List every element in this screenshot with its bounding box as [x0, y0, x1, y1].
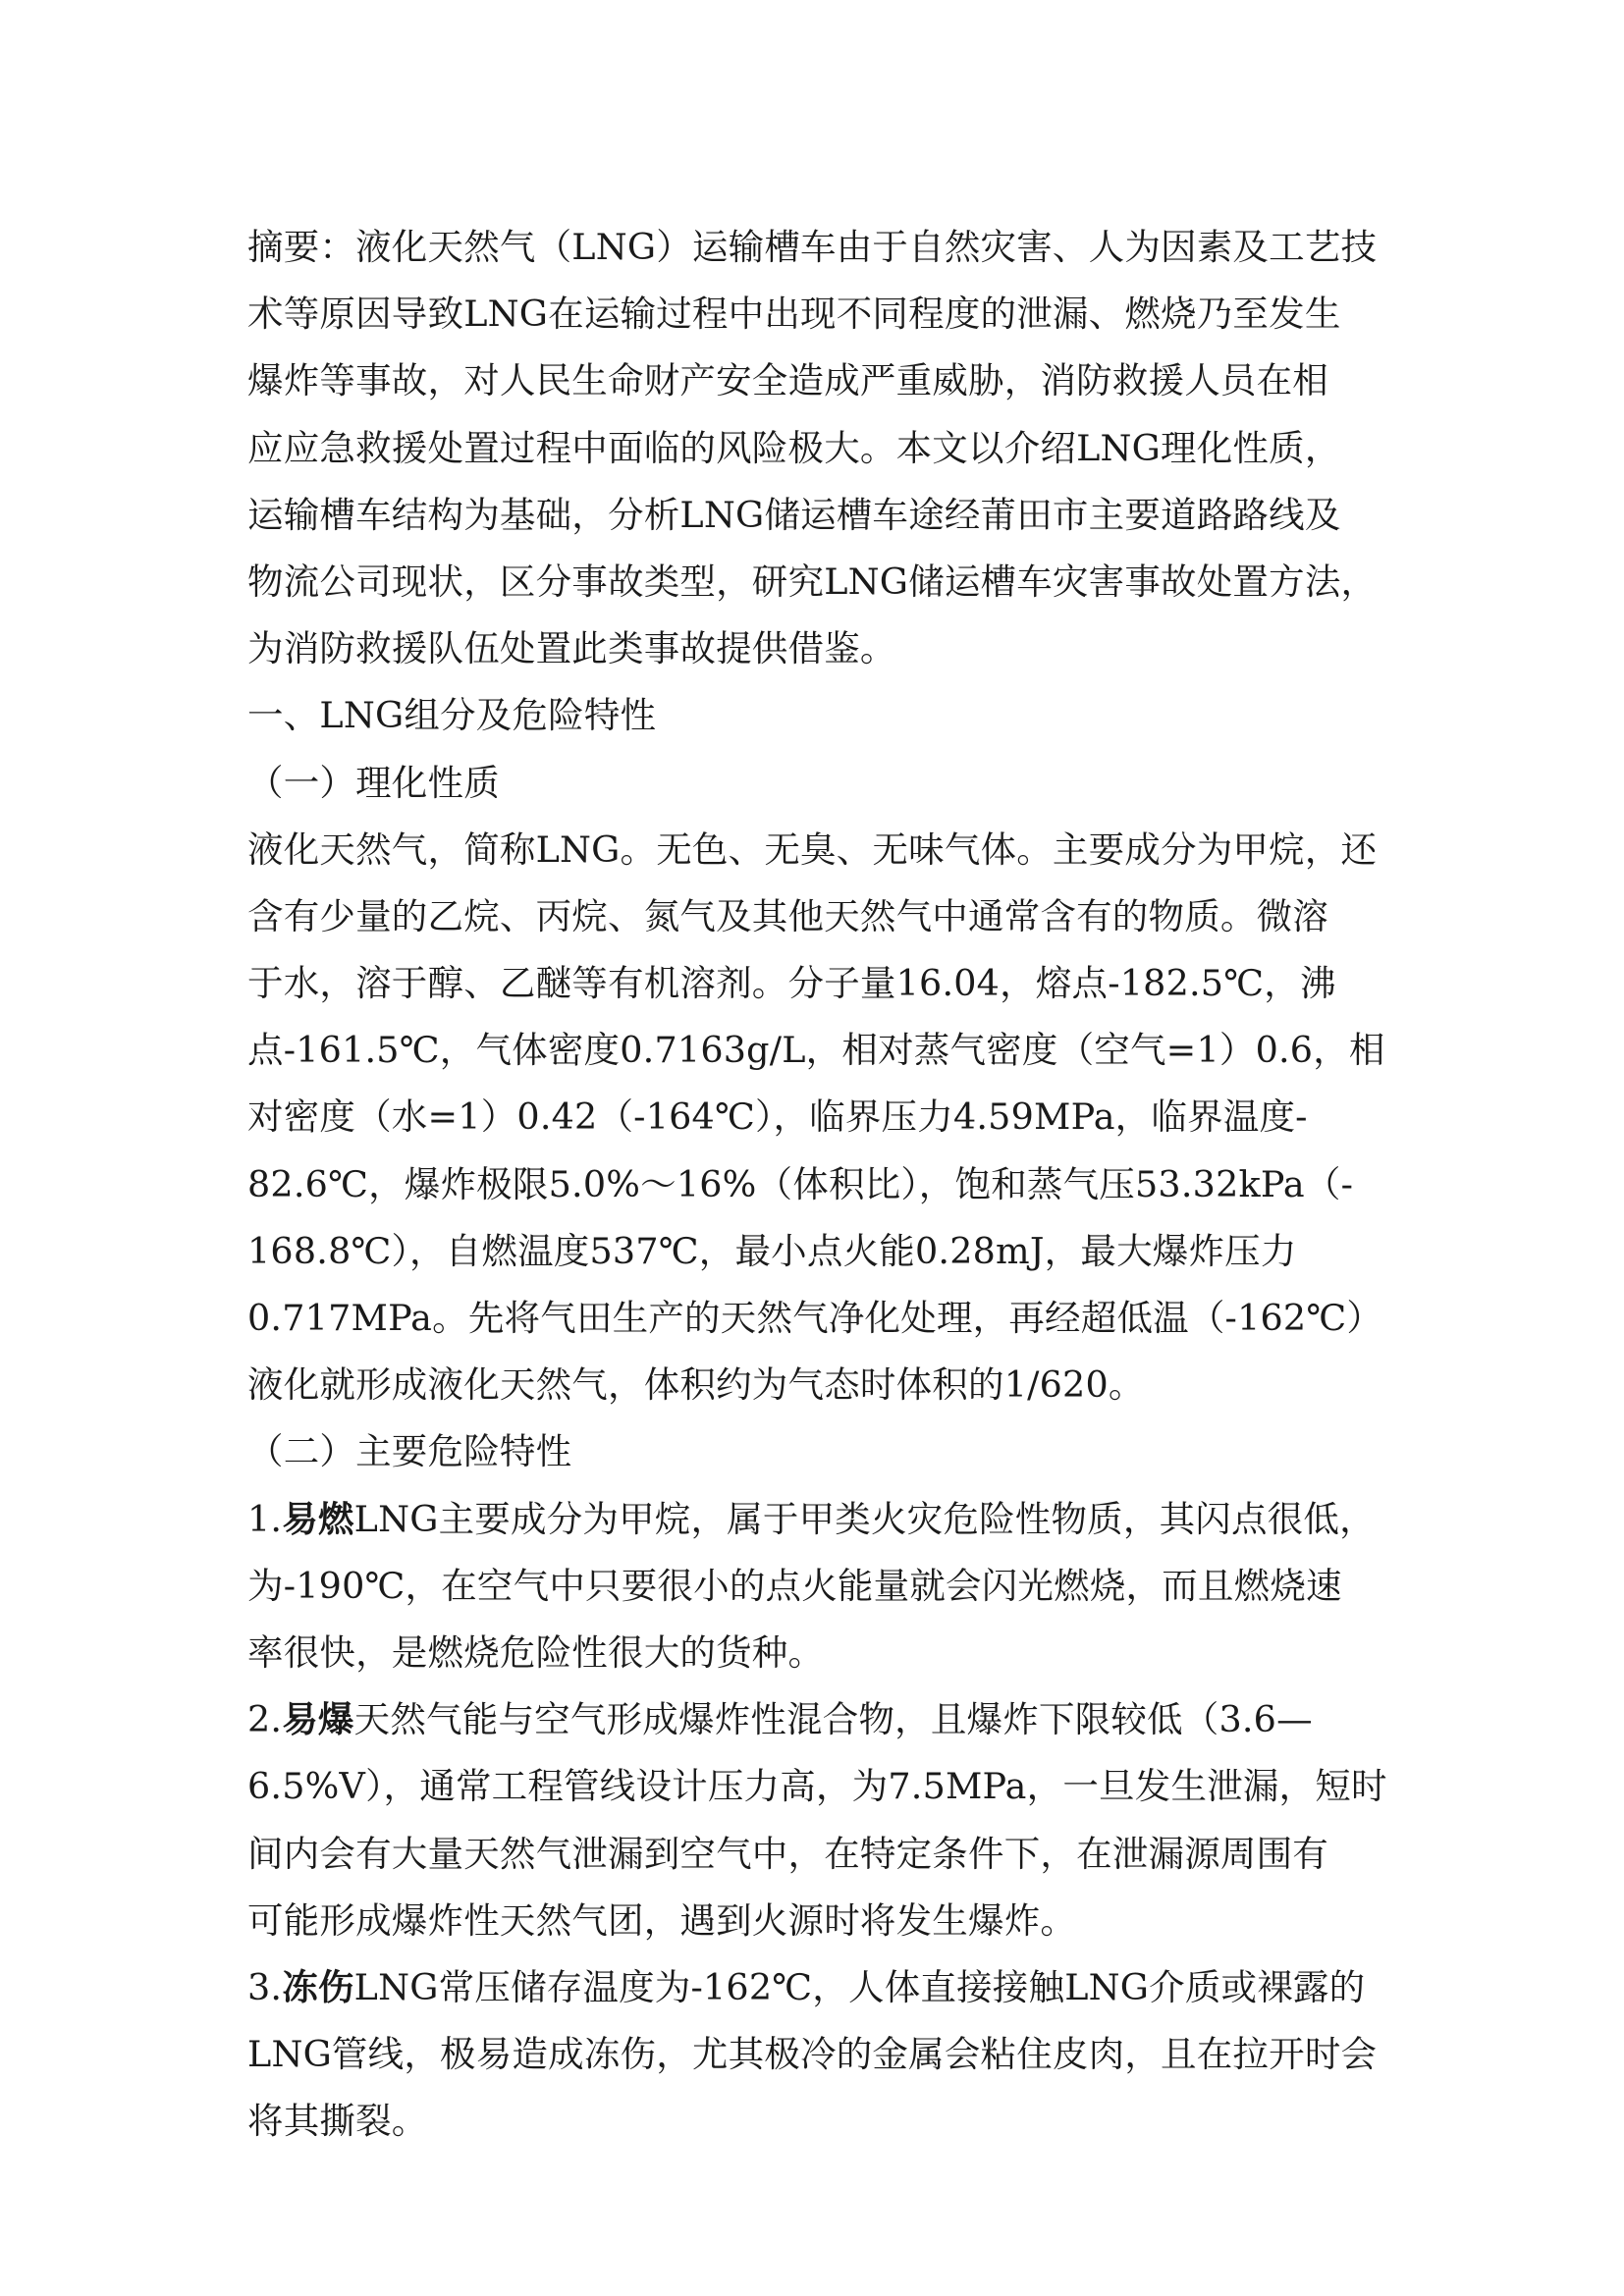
abstract-line: 摘要：液化天然气（LNG）运输槽车由于自然灾害、人为因素及工艺技: [247, 226, 1378, 268]
subsection-heading: （二）主要危险特性: [247, 1430, 572, 1473]
item-term: 易燃: [282, 1497, 354, 1540]
item-text: 天然气能与空气形成爆炸性混合物，且爆炸下限较低（3.6—: [353, 1698, 1313, 1741]
hazard-item-explosive: [247, 1686, 1386, 1753]
item-text: LNG常压储存温度为-162℃，人体直接接触LNG介质或裸露的: [353, 1965, 1366, 2008]
hazard-item-flammable: [247, 1486, 1386, 1553]
item-term: 冻伤: [282, 1965, 354, 2008]
subsection-heading: （一）理化性质: [247, 761, 500, 804]
body-line: 82.6℃，爆炸极限5.0%～16%（体积比），饱和蒸气压53.32kPa（-: [247, 1162, 1354, 1205]
body-line: 可能形成爆炸性天然气团，遇到火源时将发生爆炸。: [247, 1898, 1077, 1942]
hazard-item-frostbite: [247, 1954, 1386, 2021]
body-line: 将其撕裂。: [247, 2100, 428, 2143]
body-line: 间内会有大量天然气泄漏到空气中，在特定条件下，在泄漏源周围有: [247, 1832, 1328, 1875]
item-number: 3.: [247, 1965, 283, 2008]
body-line: 点-161.5℃，气体密度0.7163g/L，相对蒸气密度（空气=1）0.6，相: [247, 1029, 1385, 1072]
body-line: LNG管线，极易造成冻伤，尤其极冷的金属会粘住皮肉，且在拉开时会: [247, 2033, 1378, 2076]
abstract-line: 为消防救援队伍处置此类事故提供借鉴。: [247, 627, 896, 670]
abstract-line: 物流公司现状，区分事故类型，研究LNG储运槽车灾害事故处置方法，: [247, 560, 1378, 603]
document-page: [247, 214, 1386, 2155]
body-line: 6.5%V），通常工程管线设计压力高，为7.5MPa，一旦发生泄漏，短时: [247, 1765, 1387, 1808]
body-line: 168.8℃），自燃温度537℃，最小点火能0.28mJ，最大爆炸压力: [247, 1229, 1297, 1272]
abstract-line: 爆炸等事故，对人民生命财产安全造成严重威胁，消防救援人员在相: [247, 359, 1328, 402]
item-number: 1.: [247, 1497, 283, 1540]
body-line: 对密度（水=1）0.42（-164℃），临界压力4.59MPa，临界温度-: [247, 1095, 1308, 1139]
body-line: 率很快，是燃烧危险性很大的货种。: [247, 1630, 825, 1674]
item-text: LNG主要成分为甲烷，属于甲类火灾危险性物质，其闪点很低，: [353, 1497, 1376, 1540]
body-line: 液化就形成液化天然气，体积约为气态时体积的1/620。: [247, 1363, 1145, 1407]
item-term: 易爆: [282, 1698, 354, 1741]
abstract-line: 运输槽车结构为基础，分析LNG储运槽车途经莆田市主要道路路线及: [247, 493, 1341, 536]
body-line: 为-190℃，在空气中只要很小的点火能量就会闪光燃烧，而且燃烧速: [247, 1564, 1342, 1607]
abstract-line: 术等原因导致LNG在运输过程中出现不同程度的泄漏、燃烧乃至发生: [247, 293, 1341, 336]
body-line: 0.717MPa。先将气田生产的天然气净化处理，再经超低温（-162℃）: [247, 1297, 1383, 1339]
body-line: 于水，溶于醇、乙醚等有机溶剂。分子量16.04，熔点-182.5℃，沸: [247, 962, 1336, 1005]
body-line: 含有少量的乙烷、丙烷、氮气及其他天然气中通常含有的物质。微溶: [247, 894, 1328, 937]
body-line: 液化天然气，简称LNG。无色、无臭、无味气体。主要成分为甲烷，还: [247, 828, 1378, 871]
section-heading: 一、LNG组分及危险特性: [247, 694, 657, 737]
abstract-line: 应应急救援处置过程中面临的风险极大。本文以介绍LNG理化性质，: [247, 426, 1341, 469]
item-number: 2.: [247, 1698, 283, 1741]
